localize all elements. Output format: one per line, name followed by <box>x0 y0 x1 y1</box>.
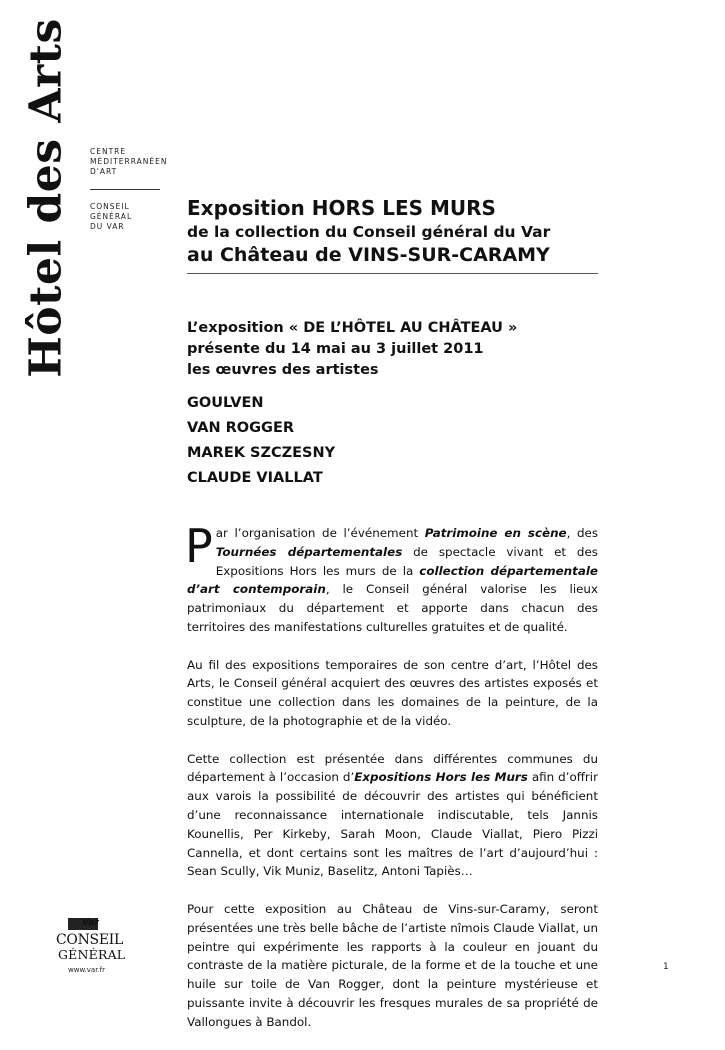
hotel-des-arts-logo <box>12 18 80 378</box>
paragraph-3 <box>187 750 598 882</box>
page-number: 1 <box>663 962 669 972</box>
body-text <box>185 519 599 1050</box>
logo-url: www.var.fr <box>68 966 105 974</box>
org-line: CONSEIL <box>90 202 130 211</box>
text-run: de spectacle vivant et des Expositions Hors les murs de la <box>215 544 598 578</box>
logo-line-general: GÉNÉRAL <box>58 947 126 962</box>
logo-title: Hôtel des Arts <box>20 18 72 378</box>
conseil-general-logo <box>52 916 126 978</box>
intro-line: L’exposition « DE L’HÔTEL AU CHÂTEAU » <box>187 320 518 336</box>
org-conseil-general <box>90 202 132 232</box>
logo-line-conseil: CONSEIL <box>56 932 123 948</box>
text-run: ar l’organisation de l’événement <box>215 526 425 540</box>
org-line: DU VAR <box>90 222 125 231</box>
artist-name: VAN ROGGER <box>187 420 295 436</box>
heading-divider <box>187 273 598 274</box>
heading-subtitle: de la collection du Conseil général du Var <box>187 223 551 241</box>
emphasis-hors-les-murs: Expositions Hors les Murs <box>354 770 528 785</box>
intro-block <box>187 318 517 381</box>
text-run: , le Conseil général valorise les lieux patrimoniaux du département et apporte dans chacun des territoires des manifestations culturelles gratuites et de qualité. <box>187 582 599 634</box>
text-run: , des <box>566 526 599 540</box>
paragraph-4: Pour cette exposition au Château de Vins-sur-Caramy, seront présentées une très belle bâche de l’artiste nîmois Claude Viallat, un peintre qui expérimente les rapports à la couleur en jouant du contraste de la matière picturale, de la forme et de la touche et une huile sur toile de Van Rogger, dont la peinture mystérieuse et puissante invite à découvrir les fresques murales de sa propriété de Vallongues à Bandol. <box>187 901 598 1029</box>
var-mark: Var <box>82 918 99 928</box>
org-divider <box>90 189 160 190</box>
artists-list <box>187 391 335 491</box>
drop-cap: P <box>185 519 213 573</box>
org-line: GÉNÉRAL <box>90 212 133 221</box>
intro-line: les œuvres des artistes <box>187 362 379 378</box>
text-run: afin d’offrir aux varois la possibilité de découvrir des artistes qui bénéficient d’une reconnaissance internationale indiscutable, tels Jannis Kounellis, Per Kirkeby, Sarah Moon, Claude Viallat, Piero Pizzi Cannella, et dont certains sont les maîtres de l’art d’aujourd’hui : Sean Scully, Vik Muniz, Baselitz, Antoni Tapiès… <box>187 770 598 879</box>
artist-name: GOULVEN <box>187 395 264 411</box>
org-line: CENTRE <box>90 147 127 156</box>
org-line: D'ART <box>90 167 118 176</box>
artist-name: MAREK SZCZESNY <box>187 445 336 461</box>
text-run: Cette collection est présentée dans différentes communes du département à l’occasion d’ <box>187 751 598 785</box>
paragraph-1 <box>185 519 599 637</box>
heading-location: au Château de VINS-SUR-CARAMY <box>187 244 550 266</box>
emphasis-tournees: Tournées départementales <box>215 544 403 559</box>
artist-name: CLAUDE VIALLAT <box>187 470 323 486</box>
emphasis-patrimoine: Patrimoine en scène <box>424 526 567 540</box>
org-centre-mediterraneen <box>90 147 167 177</box>
paragraph-2: Au fil des expositions temporaires de son centre d’art, l’Hôtel des Arts, le Conseil général acquiert des œuvres des artistes exposés et constitue une collection dans les domaines de la peinture, de la sculpture, de la photographie et de la vidéo. <box>187 657 598 728</box>
emphasis-collection: collection départementale d’art contemporain <box>187 563 598 597</box>
intro-line: présente du 14 mai au 3 juillet 2011 <box>187 341 484 357</box>
heading-title: Exposition HORS LES MURS <box>187 196 496 220</box>
org-line: MÉDITERRANÉEN <box>90 157 168 166</box>
